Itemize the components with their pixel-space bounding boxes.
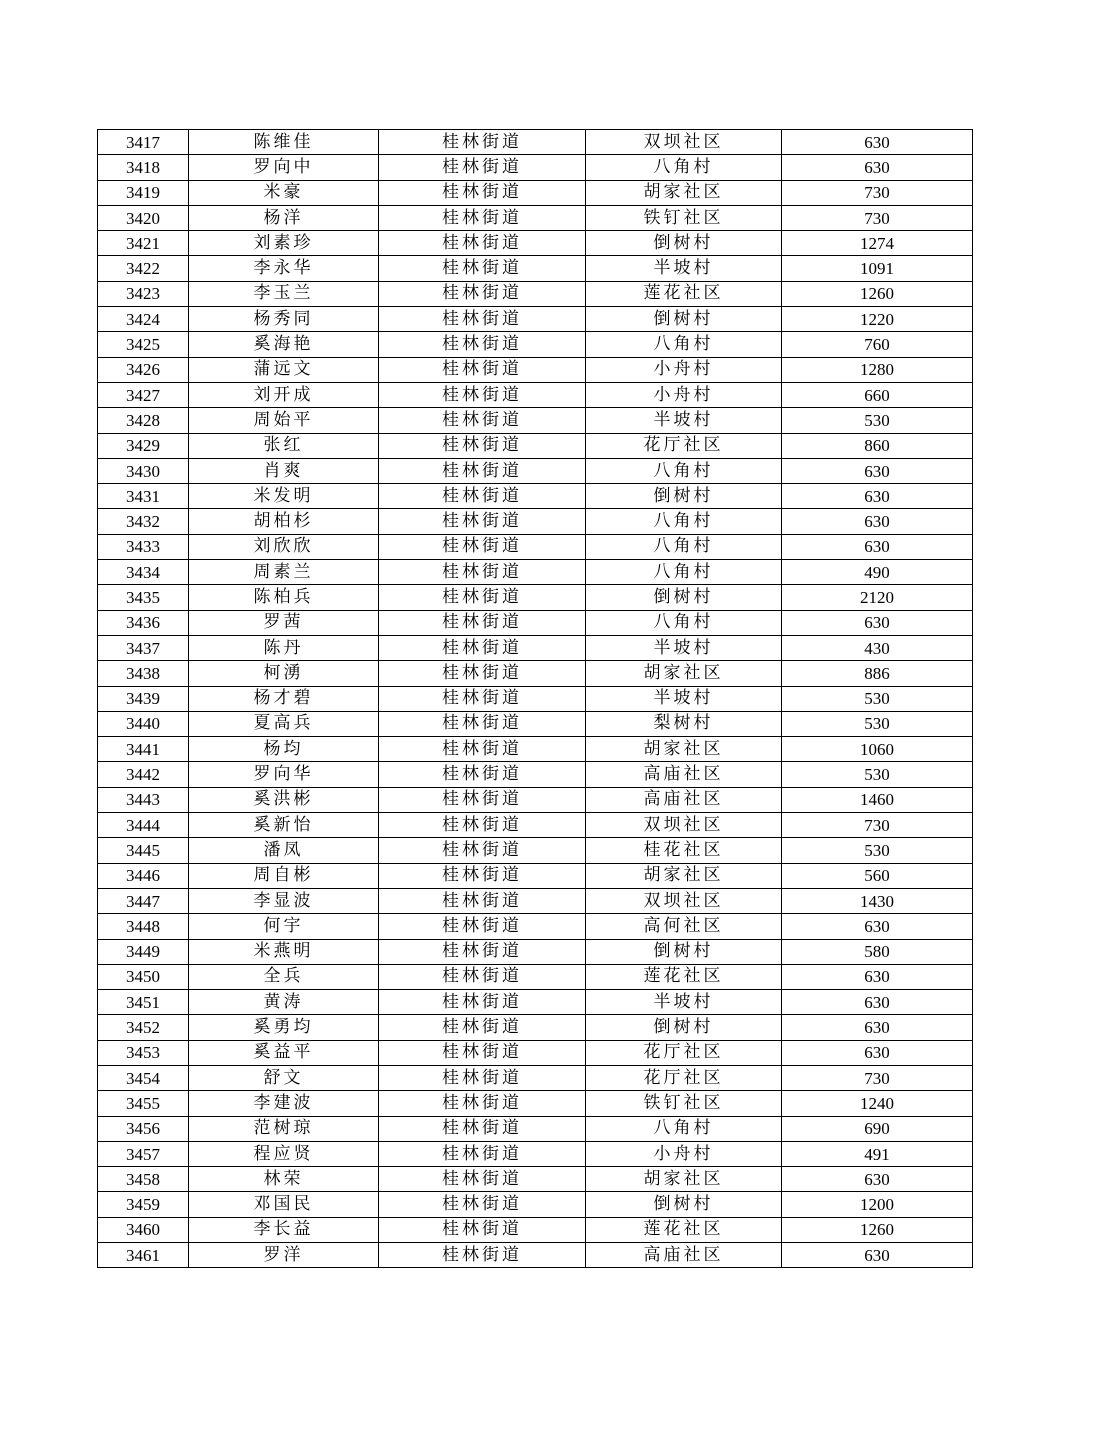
cell-person-name: 潘凤: [189, 838, 379, 863]
cell-person-name: 罗茜: [189, 610, 379, 635]
table-row: [98, 863, 973, 888]
cell-community: 小舟村: [586, 382, 782, 407]
cell-row-number: 3426: [98, 357, 189, 382]
cell-amount: 530: [782, 838, 973, 863]
cell-row-number: 3441: [98, 737, 189, 762]
cell-person-name: 胡柏杉: [189, 509, 379, 534]
cell-street: 桂林街道: [379, 382, 586, 407]
table-row: [98, 130, 973, 155]
cell-row-number: 3427: [98, 382, 189, 407]
cell-person-name: 刘欣欣: [189, 534, 379, 559]
cell-row-number: 3420: [98, 205, 189, 230]
cell-street: 桂林街道: [379, 534, 586, 559]
table-row: [98, 661, 973, 686]
cell-person-name: 李永华: [189, 256, 379, 281]
cell-community: 半坡村: [586, 635, 782, 660]
table-row: [98, 560, 973, 585]
cell-person-name: 陈维佳: [189, 130, 379, 155]
cell-community: 半坡村: [586, 686, 782, 711]
cell-amount: 690: [782, 1116, 973, 1141]
cell-amount: 1460: [782, 787, 973, 812]
table-row: [98, 1243, 973, 1268]
table-row: [98, 256, 973, 281]
table-row: [98, 939, 973, 964]
cell-person-name: 黄涛: [189, 990, 379, 1015]
cell-person-name: 林荣: [189, 1167, 379, 1192]
cell-street: 桂林街道: [379, 332, 586, 357]
cell-row-number: 3445: [98, 838, 189, 863]
cell-community: 胡家社区: [586, 180, 782, 205]
cell-row-number: 3436: [98, 610, 189, 635]
table-row: [98, 458, 973, 483]
table-row: [98, 635, 973, 660]
cell-row-number: 3450: [98, 964, 189, 989]
cell-community: 花厅社区: [586, 1040, 782, 1065]
cell-row-number: 3434: [98, 560, 189, 585]
cell-row-number: 3443: [98, 787, 189, 812]
cell-community: 铁钉社区: [586, 1091, 782, 1116]
cell-street: 桂林街道: [379, 155, 586, 180]
cell-amount: 886: [782, 661, 973, 686]
cell-row-number: 3430: [98, 458, 189, 483]
table-row: [98, 1167, 973, 1192]
cell-amount: 630: [782, 534, 973, 559]
cell-amount: 860: [782, 433, 973, 458]
cell-street: 桂林街道: [379, 1015, 586, 1040]
cell-amount: 530: [782, 408, 973, 433]
cell-amount: 730: [782, 205, 973, 230]
cell-street: 桂林街道: [379, 686, 586, 711]
table-row: [98, 534, 973, 559]
cell-person-name: 奚海艳: [189, 332, 379, 357]
cell-street: 桂林街道: [379, 635, 586, 660]
cell-person-name: 陈柏兵: [189, 585, 379, 610]
cell-person-name: 全兵: [189, 964, 379, 989]
cell-person-name: 夏高兵: [189, 711, 379, 736]
cell-street: 桂林街道: [379, 737, 586, 762]
cell-community: 桂花社区: [586, 838, 782, 863]
cell-street: 桂林街道: [379, 939, 586, 964]
cell-community: 胡家社区: [586, 661, 782, 686]
cell-amount: 1430: [782, 888, 973, 913]
cell-person-name: 米发明: [189, 484, 379, 509]
cell-community: 胡家社区: [586, 737, 782, 762]
cell-amount: 1274: [782, 231, 973, 256]
cell-amount: 630: [782, 1243, 973, 1268]
cell-amount: 630: [782, 509, 973, 534]
cell-community: 花厅社区: [586, 1065, 782, 1090]
cell-person-name: 奚益平: [189, 1040, 379, 1065]
table-row: [98, 787, 973, 812]
cell-street: 桂林街道: [379, 1141, 586, 1166]
cell-amount: 630: [782, 1040, 973, 1065]
cell-street: 桂林街道: [379, 509, 586, 534]
table-row: [98, 1141, 973, 1166]
cell-community: 高庙社区: [586, 1243, 782, 1268]
cell-amount: 1260: [782, 1217, 973, 1242]
cell-row-number: 3452: [98, 1015, 189, 1040]
cell-community: 八角村: [586, 534, 782, 559]
cell-row-number: 3459: [98, 1192, 189, 1217]
cell-street: 桂林街道: [379, 1167, 586, 1192]
cell-street: 桂林街道: [379, 408, 586, 433]
cell-street: 桂林街道: [379, 585, 586, 610]
cell-community: 倒树村: [586, 484, 782, 509]
cell-amount: 1200: [782, 1192, 973, 1217]
cell-row-number: 3423: [98, 281, 189, 306]
cell-row-number: 3425: [98, 332, 189, 357]
table-row: [98, 762, 973, 787]
table-row: [98, 433, 973, 458]
cell-street: 桂林街道: [379, 130, 586, 155]
cell-amount: 730: [782, 180, 973, 205]
cell-amount: 630: [782, 1015, 973, 1040]
cell-community: 倒树村: [586, 585, 782, 610]
table-row: [98, 382, 973, 407]
table-row: [98, 357, 973, 382]
cell-amount: 630: [782, 484, 973, 509]
cell-street: 桂林街道: [379, 205, 586, 230]
cell-amount: 530: [782, 711, 973, 736]
cell-row-number: 3454: [98, 1065, 189, 1090]
cell-row-number: 3456: [98, 1116, 189, 1141]
cell-amount: 530: [782, 686, 973, 711]
cell-community: 高庙社区: [586, 762, 782, 787]
cell-community: 倒树村: [586, 939, 782, 964]
cell-row-number: 3431: [98, 484, 189, 509]
cell-amount: 630: [782, 155, 973, 180]
cell-person-name: 舒文: [189, 1065, 379, 1090]
cell-amount: 1091: [782, 256, 973, 281]
cell-row-number: 3432: [98, 509, 189, 534]
cell-row-number: 3461: [98, 1243, 189, 1268]
cell-community: 八角村: [586, 155, 782, 180]
cell-community: 莲花社区: [586, 964, 782, 989]
cell-row-number: 3435: [98, 585, 189, 610]
cell-amount: 491: [782, 1141, 973, 1166]
cell-person-name: 肖爽: [189, 458, 379, 483]
cell-street: 桂林街道: [379, 1192, 586, 1217]
cell-row-number: 3438: [98, 661, 189, 686]
cell-community: 高何社区: [586, 914, 782, 939]
cell-street: 桂林街道: [379, 231, 586, 256]
cell-community: 倒树村: [586, 1015, 782, 1040]
cell-community: 倒树村: [586, 307, 782, 332]
cell-community: 半坡村: [586, 408, 782, 433]
cell-person-name: 罗洋: [189, 1243, 379, 1268]
cell-community: 半坡村: [586, 990, 782, 1015]
cell-street: 桂林街道: [379, 1243, 586, 1268]
cell-person-name: 奚新怡: [189, 813, 379, 838]
cell-street: 桂林街道: [379, 610, 586, 635]
cell-street: 桂林街道: [379, 560, 586, 585]
cell-amount: 1280: [782, 357, 973, 382]
table-row: [98, 964, 973, 989]
table-row: [98, 1065, 973, 1090]
cell-community: 莲花社区: [586, 281, 782, 306]
cell-street: 桂林街道: [379, 1217, 586, 1242]
cell-row-number: 3447: [98, 888, 189, 913]
cell-amount: 490: [782, 560, 973, 585]
cell-street: 桂林街道: [379, 838, 586, 863]
table-row: [98, 711, 973, 736]
cell-amount: 2120: [782, 585, 973, 610]
cell-person-name: 李玉兰: [189, 281, 379, 306]
cell-person-name: 周素兰: [189, 560, 379, 585]
cell-community: 莲花社区: [586, 1217, 782, 1242]
cell-amount: 730: [782, 1065, 973, 1090]
cell-street: 桂林街道: [379, 813, 586, 838]
cell-row-number: 3453: [98, 1040, 189, 1065]
cell-street: 桂林街道: [379, 787, 586, 812]
table-row: [98, 484, 973, 509]
cell-street: 桂林街道: [379, 1091, 586, 1116]
table-row: [98, 205, 973, 230]
cell-community: 梨树村: [586, 711, 782, 736]
cell-community: 胡家社区: [586, 863, 782, 888]
cell-street: 桂林街道: [379, 357, 586, 382]
cell-person-name: 陈丹: [189, 635, 379, 660]
cell-street: 桂林街道: [379, 1065, 586, 1090]
cell-amount: 630: [782, 914, 973, 939]
cell-person-name: 蒲远文: [189, 357, 379, 382]
cell-row-number: 3417: [98, 130, 189, 155]
cell-community: 八角村: [586, 458, 782, 483]
cell-person-name: 程应贤: [189, 1141, 379, 1166]
cell-row-number: 3439: [98, 686, 189, 711]
cell-amount: 730: [782, 813, 973, 838]
cell-street: 桂林街道: [379, 256, 586, 281]
table-row: [98, 408, 973, 433]
cell-street: 桂林街道: [379, 1116, 586, 1141]
cell-amount: 760: [782, 332, 973, 357]
cell-community: 双坝社区: [586, 888, 782, 913]
cell-community: 八角村: [586, 1116, 782, 1141]
cell-person-name: 奚洪彬: [189, 787, 379, 812]
cell-amount: 1240: [782, 1091, 973, 1116]
cell-amount: 530: [782, 762, 973, 787]
table-row: [98, 914, 973, 939]
cell-row-number: 3446: [98, 863, 189, 888]
cell-community: 双坝社区: [586, 130, 782, 155]
cell-community: 双坝社区: [586, 813, 782, 838]
cell-street: 桂林街道: [379, 964, 586, 989]
cell-row-number: 3424: [98, 307, 189, 332]
cell-person-name: 杨均: [189, 737, 379, 762]
cell-amount: 660: [782, 382, 973, 407]
cell-row-number: 3458: [98, 1167, 189, 1192]
cell-street: 桂林街道: [379, 762, 586, 787]
table-row: [98, 737, 973, 762]
cell-row-number: 3448: [98, 914, 189, 939]
cell-person-name: 邓国民: [189, 1192, 379, 1217]
cell-street: 桂林街道: [379, 433, 586, 458]
cell-amount: 630: [782, 610, 973, 635]
cell-community: 八角村: [586, 610, 782, 635]
cell-amount: 630: [782, 130, 973, 155]
cell-row-number: 3444: [98, 813, 189, 838]
table-row: [98, 307, 973, 332]
cell-street: 桂林街道: [379, 458, 586, 483]
table-row: [98, 1015, 973, 1040]
cell-amount: 630: [782, 990, 973, 1015]
cell-row-number: 3418: [98, 155, 189, 180]
cell-community: 花厅社区: [586, 433, 782, 458]
table-body: [98, 130, 973, 1268]
cell-row-number: 3449: [98, 939, 189, 964]
cell-street: 桂林街道: [379, 990, 586, 1015]
cell-person-name: 周自彬: [189, 863, 379, 888]
cell-amount: 560: [782, 863, 973, 888]
cell-amount: 580: [782, 939, 973, 964]
cell-person-name: 米豪: [189, 180, 379, 205]
cell-community: 倒树村: [586, 231, 782, 256]
cell-community: 高庙社区: [586, 787, 782, 812]
cell-row-number: 3433: [98, 534, 189, 559]
cell-person-name: 周始平: [189, 408, 379, 433]
cell-amount: 1220: [782, 307, 973, 332]
cell-community: 倒树村: [586, 1192, 782, 1217]
cell-person-name: 范树琼: [189, 1116, 379, 1141]
cell-community: 八角村: [586, 560, 782, 585]
table-row: [98, 1040, 973, 1065]
cell-community: 半坡村: [586, 256, 782, 281]
table-row: [98, 888, 973, 913]
cell-amount: 630: [782, 964, 973, 989]
cell-person-name: 何宇: [189, 914, 379, 939]
table-row: [98, 813, 973, 838]
cell-street: 桂林街道: [379, 914, 586, 939]
cell-street: 桂林街道: [379, 281, 586, 306]
data-table: [97, 129, 973, 1268]
cell-person-name: 罗向中: [189, 155, 379, 180]
cell-community: 小舟村: [586, 1141, 782, 1166]
cell-street: 桂林街道: [379, 1040, 586, 1065]
cell-street: 桂林街道: [379, 888, 586, 913]
cell-row-number: 3422: [98, 256, 189, 281]
table-row: [98, 838, 973, 863]
table-row: [98, 1116, 973, 1141]
cell-row-number: 3428: [98, 408, 189, 433]
table-row: [98, 231, 973, 256]
table-row: [98, 610, 973, 635]
cell-community: 八角村: [586, 332, 782, 357]
table-row: [98, 509, 973, 534]
table-row: [98, 686, 973, 711]
cell-person-name: 杨秀同: [189, 307, 379, 332]
table-row: [98, 585, 973, 610]
cell-street: 桂林街道: [379, 484, 586, 509]
cell-person-name: 刘开成: [189, 382, 379, 407]
cell-person-name: 罗向华: [189, 762, 379, 787]
cell-row-number: 3429: [98, 433, 189, 458]
cell-person-name: 杨洋: [189, 205, 379, 230]
cell-person-name: 李长益: [189, 1217, 379, 1242]
cell-person-name: 刘素珍: [189, 231, 379, 256]
cell-row-number: 3437: [98, 635, 189, 660]
cell-street: 桂林街道: [379, 307, 586, 332]
cell-amount: 630: [782, 458, 973, 483]
cell-amount: 430: [782, 635, 973, 660]
cell-row-number: 3440: [98, 711, 189, 736]
cell-community: 八角村: [586, 509, 782, 534]
table-row: [98, 1192, 973, 1217]
cell-row-number: 3460: [98, 1217, 189, 1242]
cell-street: 桂林街道: [379, 661, 586, 686]
cell-row-number: 3451: [98, 990, 189, 1015]
cell-community: 铁钉社区: [586, 205, 782, 230]
cell-street: 桂林街道: [379, 711, 586, 736]
cell-person-name: 张红: [189, 433, 379, 458]
table-row: [98, 281, 973, 306]
cell-person-name: 李显波: [189, 888, 379, 913]
cell-person-name: 米燕明: [189, 939, 379, 964]
table-row: [98, 1091, 973, 1116]
cell-amount: 1260: [782, 281, 973, 306]
cell-person-name: 杨才碧: [189, 686, 379, 711]
cell-person-name: 李建波: [189, 1091, 379, 1116]
table-row: [98, 990, 973, 1015]
table-row: [98, 1217, 973, 1242]
cell-person-name: 奚勇均: [189, 1015, 379, 1040]
cell-row-number: 3421: [98, 231, 189, 256]
cell-row-number: 3419: [98, 180, 189, 205]
cell-amount: 1060: [782, 737, 973, 762]
cell-person-name: 柯湧: [189, 661, 379, 686]
table-row: [98, 332, 973, 357]
table-row: [98, 180, 973, 205]
cell-street: 桂林街道: [379, 863, 586, 888]
cell-row-number: 3442: [98, 762, 189, 787]
cell-amount: 630: [782, 1167, 973, 1192]
cell-street: 桂林街道: [379, 180, 586, 205]
cell-community: 小舟村: [586, 357, 782, 382]
cell-community: 胡家社区: [586, 1167, 782, 1192]
cell-row-number: 3457: [98, 1141, 189, 1166]
table-row: [98, 155, 973, 180]
cell-row-number: 3455: [98, 1091, 189, 1116]
